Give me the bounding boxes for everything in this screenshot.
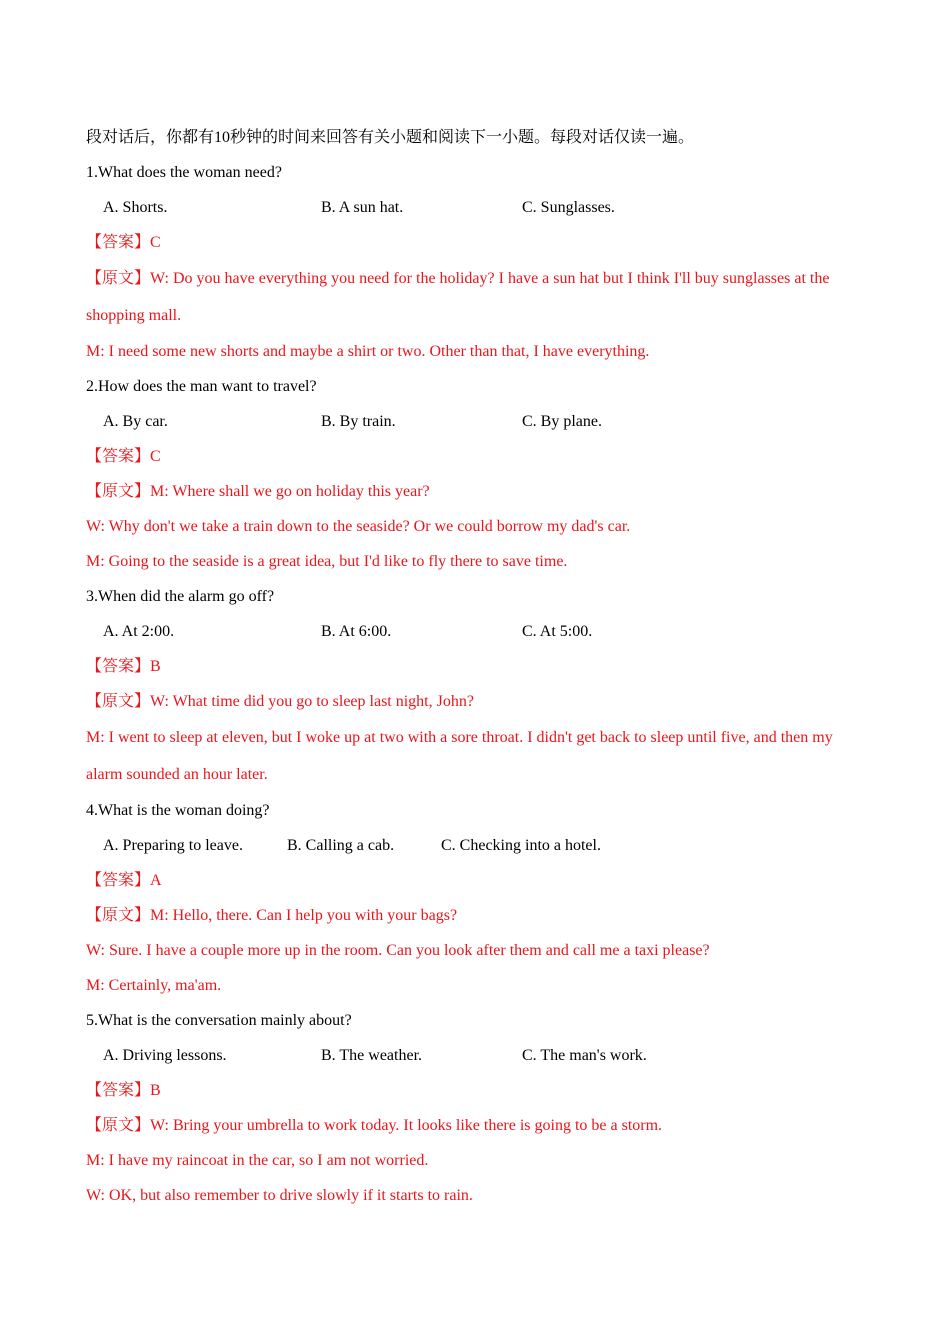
answer-key: 【答案】A — [86, 872, 162, 889]
transcript-line: W: OK, but also remember to drive slowly if it starts to rain. — [86, 1187, 473, 1204]
transcript-line: W: Sure. I have a couple more up in the room. Can you look after them and call me a taxi please? — [86, 942, 710, 959]
question-text: 3.When did the alarm go off? — [86, 588, 275, 605]
question-block — [86, 369, 870, 579]
transcript-line: M: I need some new shorts and maybe a shirt or two. Other than that, I have everything. — [86, 343, 650, 360]
option-c: C. At 5:00. — [522, 623, 593, 640]
option-b: B. At 6:00. — [321, 623, 392, 640]
answer-key: 【答案】B — [86, 1082, 161, 1099]
question-text: 2.How does the man want to travel? — [86, 378, 317, 395]
option-c: C. The man's work. — [522, 1047, 647, 1064]
question-block — [86, 155, 870, 369]
question-text: 5.What is the conversation mainly about? — [86, 1012, 352, 1029]
option-b: B. A sun hat. — [321, 199, 404, 216]
answer-key: 【答案】C — [86, 448, 161, 465]
option-c: C. By plane. — [522, 413, 602, 430]
question-block — [86, 579, 870, 793]
options-row — [86, 828, 870, 863]
option-a: A. Driving lessons. — [103, 1047, 227, 1064]
options-row — [86, 404, 870, 439]
option-b: B. The weather. — [321, 1047, 423, 1064]
transcript-line: 【原文】W: Bring your umbrella to work today. It looks like there is going to be a storm. — [86, 1117, 663, 1134]
transcript-line: 【原文】M: Where shall we go on holiday this year? — [86, 483, 430, 500]
option-a: A. Shorts. — [103, 199, 168, 216]
document-page — [86, 120, 870, 1213]
answer-key: 【答案】C — [86, 234, 161, 251]
question-block — [86, 1003, 870, 1213]
transcript-line: 【原文】W: Do you have everything you need for the holiday? I have a sun hat but I think I'll buy sunglasses at the shopping mall. — [86, 270, 830, 324]
options-row — [86, 614, 870, 649]
instructions-text: 段对话后，你都有10秒钟的时间来回答有关小题和阅读下一小题。每段对话仅读一遍。 — [86, 129, 695, 146]
option-b: B. By train. — [321, 413, 396, 430]
option-a: A. By car. — [103, 413, 168, 430]
transcript-line: W: Why don't we take a train down to the seaside? Or we could borrow my dad's car. — [86, 518, 631, 535]
option-b: B. Calling a cab. — [287, 837, 395, 854]
option-c: C. Checking into a hotel. — [441, 837, 601, 854]
option-c: C. Sunglasses. — [522, 199, 615, 216]
options-row — [86, 1038, 870, 1073]
transcript-line: 【原文】M: Hello, there. Can I help you with your bags? — [86, 907, 458, 924]
transcript-line: M: Certainly, ma'am. — [86, 977, 222, 994]
answer-key: 【答案】B — [86, 658, 161, 675]
transcript-line: M: I went to sleep at eleven, but I woke up at two with a sore throat. I didn't get back to sleep until five, and then my alarm sounded an hour later. — [86, 729, 833, 783]
option-a: A. At 2:00. — [103, 623, 175, 640]
options-row — [86, 190, 870, 225]
option-a: A. Preparing to leave. — [103, 837, 243, 854]
question-text: 1.What does the woman need? — [86, 164, 282, 181]
question-text: 4.What is the woman doing? — [86, 802, 270, 819]
transcript-line: 【原文】W: What time did you go to sleep last night, John? — [86, 693, 474, 710]
question-block — [86, 793, 870, 1003]
transcript-line: M: Going to the seaside is a great idea, but I'd like to fly there to save time. — [86, 553, 568, 570]
transcript-line: M: I have my raincoat in the car, so I am not worried. — [86, 1152, 429, 1169]
